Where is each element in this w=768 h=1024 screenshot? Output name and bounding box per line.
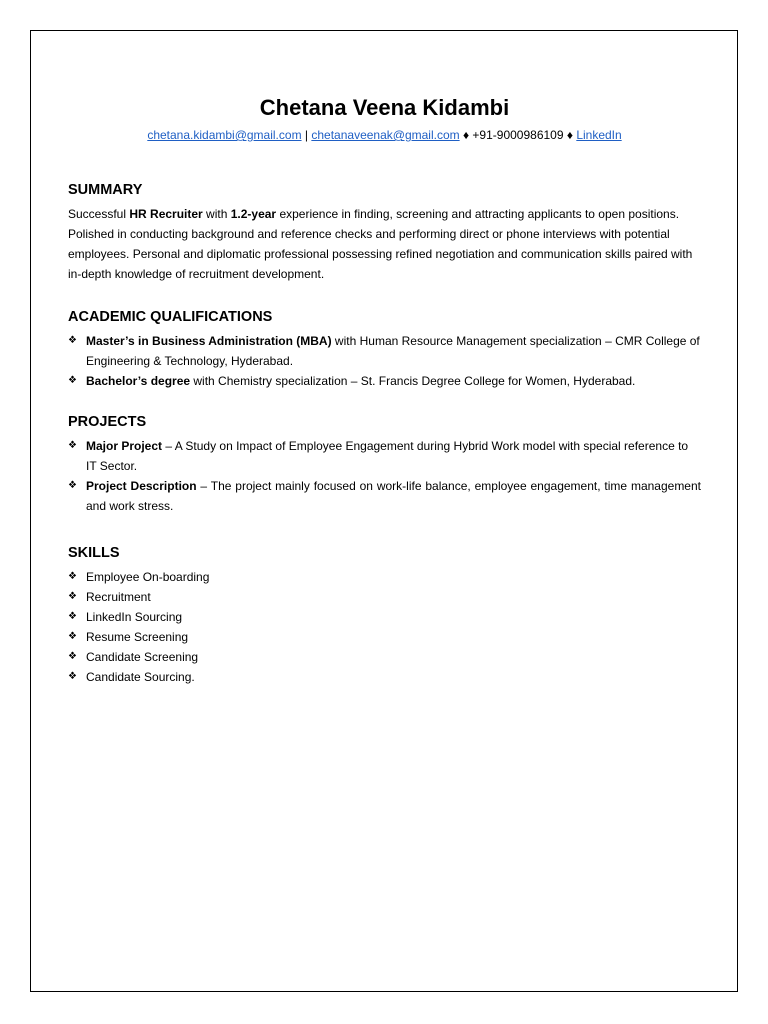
list-item (68, 476, 701, 516)
diamond-bullet-icon: ❖ (68, 611, 77, 622)
list-item (68, 567, 701, 587)
skills-section (68, 543, 701, 687)
summary-text-part: experience in finding, screening and attracting applicants to open positions. Polished in conducting background and reference checks and performing direct or phone interviews with potential employees. Personal and diplomatic professional possessing refined negotiation and communication skills paired with in-depth knowledge of recruitment development. (68, 207, 693, 281)
summary-section (68, 180, 701, 284)
summary-text-part: with (202, 207, 231, 221)
degree-detail: with Human Resource Management specialization – CMR College of Engineering & Technology, Hyderabad. (86, 334, 700, 368)
diamond-bullet-icon: ❖ (68, 571, 77, 582)
list-item (68, 607, 701, 627)
skill-name: LinkedIn Sourcing (86, 610, 183, 624)
summary-text-part: Successful (68, 207, 130, 221)
phone-number: +91-9000986109 (472, 128, 564, 142)
contact-line (68, 126, 701, 144)
summary-experience: 1.2-year (230, 207, 277, 221)
diamond-bullet-icon: ❖ (68, 651, 77, 662)
project-detail: – A Study on Impact of Employee Engagement during Hybrid Work model with special reference to IT Sector. (86, 439, 689, 473)
diamond-bullet-icon: ❖ (68, 335, 77, 346)
diamond-bullet-icon: ❖ (68, 440, 77, 451)
email-link-1[interactable]: chetana.kidambi@gmail.com (147, 128, 302, 142)
projects-section (68, 412, 701, 516)
list-item (68, 627, 701, 647)
project-label: Project Description (86, 479, 197, 493)
degree-name: Bachelor’s degree (86, 374, 191, 388)
list-item (68, 331, 701, 371)
diamond-bullet-icon: ❖ (68, 375, 77, 386)
degree-detail: with Chemistry specialization – St. Francis Degree College for Women, Hyderabad. (190, 374, 636, 388)
list-item (68, 587, 701, 607)
email-link-2[interactable]: chetanaveenak@gmail.com (311, 128, 460, 142)
list-item (68, 436, 701, 476)
project-detail: – The project mainly focused on work-life balance, employee engagement, time management and work stress. (86, 479, 701, 513)
summary-heading: SUMMARY (68, 182, 143, 198)
diamond-bullet-icon: ❖ (68, 671, 77, 682)
academic-list (68, 331, 701, 391)
summary-text (68, 204, 701, 284)
summary-role: HR Recruiter (129, 207, 203, 221)
diamond-bullet-icon: ❖ (68, 480, 77, 491)
resume-content (68, 92, 701, 687)
skill-name: Candidate Sourcing. (86, 670, 195, 684)
project-label: Major Project (86, 439, 163, 453)
skill-name: Recruitment (86, 590, 151, 604)
skills-list (68, 567, 701, 687)
skill-name: Resume Screening (86, 630, 189, 644)
diamond-bullet-icon: ❖ (68, 591, 77, 602)
degree-name: Master’s in Business Administration (MBA) (86, 334, 332, 348)
projects-list (68, 436, 701, 516)
skills-heading: SKILLS (68, 545, 120, 561)
skill-name: Employee On-boarding (86, 570, 210, 584)
list-item (68, 647, 701, 667)
list-item (68, 667, 701, 687)
diamond-separator: ♦ (459, 128, 473, 142)
separator-pipe: | (301, 128, 312, 142)
academic-section (68, 307, 701, 391)
projects-heading: PROJECTS (68, 414, 147, 430)
list-item (68, 371, 701, 391)
diamond-separator: ♦ (563, 128, 577, 142)
academic-heading: ACADEMIC QUALIFICATIONS (68, 309, 273, 325)
diamond-bullet-icon: ❖ (68, 631, 77, 642)
candidate-name: Chetana Veena Kidambi (259, 95, 510, 120)
skill-name: Candidate Screening (86, 650, 199, 664)
linkedin-link[interactable]: LinkedIn (576, 128, 622, 142)
